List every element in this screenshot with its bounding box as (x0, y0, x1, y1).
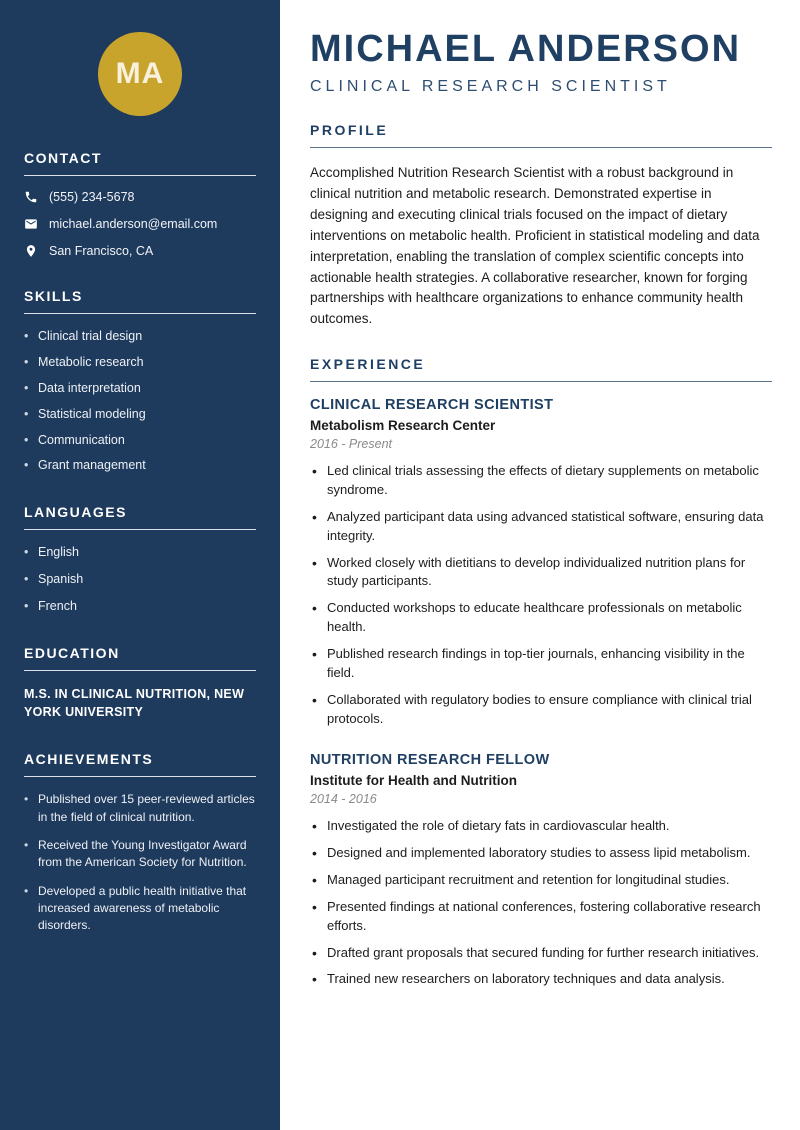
languages-list (24, 544, 256, 615)
skills-heading: SKILLS (24, 288, 256, 314)
achievements-list (24, 791, 256, 935)
job-bullet: • Published research findings in top-tier journals, enhancing visibility in the field. (310, 645, 772, 683)
job-entry-1 (310, 397, 772, 728)
contact-heading: CONTACT (24, 150, 256, 176)
skills-list (24, 328, 256, 474)
achievement-item: • Received the Young Investigator Award from the American Society for Nutrition. (24, 837, 256, 872)
contact-phone-text: (555) 234-5678 (49, 190, 135, 204)
job-bullet: • Designed and implemented laboratory studies to assess lipid metabolism. (310, 844, 772, 863)
education-section (24, 645, 256, 721)
job-dates: 2016 - Present (310, 437, 392, 452)
contact-item-location (24, 244, 256, 258)
job-company: Institute for Health and Nutrition (310, 773, 517, 789)
job-bullets (310, 817, 772, 989)
experience-section (310, 356, 772, 989)
avatar-initials: MA (115, 57, 165, 90)
skill-item: • Metabolic research (24, 354, 256, 371)
sidebar (0, 0, 280, 1130)
job-bullet: • Collaborated with regulatory bodies to ensure compliance with clinical trial protocols. (310, 691, 772, 729)
profile-heading: PROFILE (310, 122, 772, 148)
education-heading: EDUCATION (24, 645, 256, 671)
candidate-title: CLINICAL RESEARCH SCIENTIST (310, 77, 671, 95)
avatar-wrap (24, 32, 256, 116)
language-item: • French (24, 598, 256, 615)
language-item: • Spanish (24, 571, 256, 588)
contact-email-text: michael.anderson@email.com (49, 217, 218, 231)
achievements-section (24, 751, 256, 935)
skill-item: • Data interpretation (24, 380, 256, 397)
job-company: Metabolism Research Center (310, 418, 496, 434)
skills-section (24, 288, 256, 474)
avatar (98, 32, 182, 116)
profile-text: Accomplished Nutrition Research Scientist with a robust background in clinical nutrition and metabolic research. Demonstrated expertise in designing and executing clinical trials focused on the impact of dietary interventions on metabolic health. Proficient in statistical modeling and data interpretation, enabling the translation of complex scientific concepts into actionable health strategies. A collaborative researcher, known for forging partnerships with healthcare organizations to enhance community health outcomes. (310, 164, 760, 327)
contact-location-text: San Francisco, CA (49, 244, 154, 258)
achievement-item: • Published over 15 peer-reviewed articles in the field of clinical nutrition. (24, 791, 256, 826)
location-icon (24, 244, 38, 258)
skill-item: • Communication (24, 432, 256, 449)
job-bullet: • Managed participant recruitment and retention for longitudinal studies. (310, 871, 772, 890)
job-bullet: • Conducted workshops to educate healthcare professionals on metabolic health. (310, 599, 772, 637)
contact-item-phone (24, 190, 256, 204)
job-bullet: • Led clinical trials assessing the effects of dietary supplements on metabolic syndrome. (310, 462, 772, 500)
email-icon (24, 217, 38, 231)
job-bullet: • Analyzed participant data using advanced statistical software, ensuring data integrity. (310, 508, 772, 546)
achievement-item: • Developed a public health initiative that increased awareness of metabolic disorders. (24, 883, 256, 935)
skill-item: • Clinical trial design (24, 328, 256, 345)
languages-section (24, 504, 256, 615)
contact-item-email (24, 217, 256, 231)
job-bullet: • Worked closely with dietitians to develop individualized nutrition plans for study participants. (310, 554, 772, 592)
achievements-heading: ACHIEVEMENTS (24, 751, 256, 777)
language-item: • English (24, 544, 256, 561)
candidate-name: MICHAEL ANDERSON (310, 28, 742, 70)
languages-heading: LANGUAGES (24, 504, 256, 530)
main-content (280, 0, 800, 1130)
job-bullets (310, 462, 772, 728)
job-dates: 2014 - 2016 (310, 792, 377, 807)
experience-heading: EXPERIENCE (310, 356, 772, 382)
skill-item: • Grant management (24, 457, 256, 474)
phone-icon (24, 190, 38, 204)
profile-section (310, 122, 772, 330)
job-bullet: • Drafted grant proposals that secured funding for further research initiatives. (310, 944, 772, 963)
contact-section (24, 150, 256, 258)
job-bullet: • Presented findings at national conferences, fostering collaborative research efforts. (310, 898, 772, 936)
job-bullet: • Investigated the role of dietary fats in cardiovascular health. (310, 817, 772, 836)
education-degree: M.S. IN CLINICAL NUTRITION, NEW YORK UNIVERSITY (24, 686, 245, 719)
job-title: CLINICAL RESEARCH SCIENTIST (310, 397, 554, 414)
job-bullet: • Trained new researchers on laboratory techniques and data analysis. (310, 970, 772, 989)
job-title: NUTRITION RESEARCH FELLOW (310, 752, 550, 769)
skill-item: • Statistical modeling (24, 406, 256, 423)
job-entry-2 (310, 752, 772, 989)
